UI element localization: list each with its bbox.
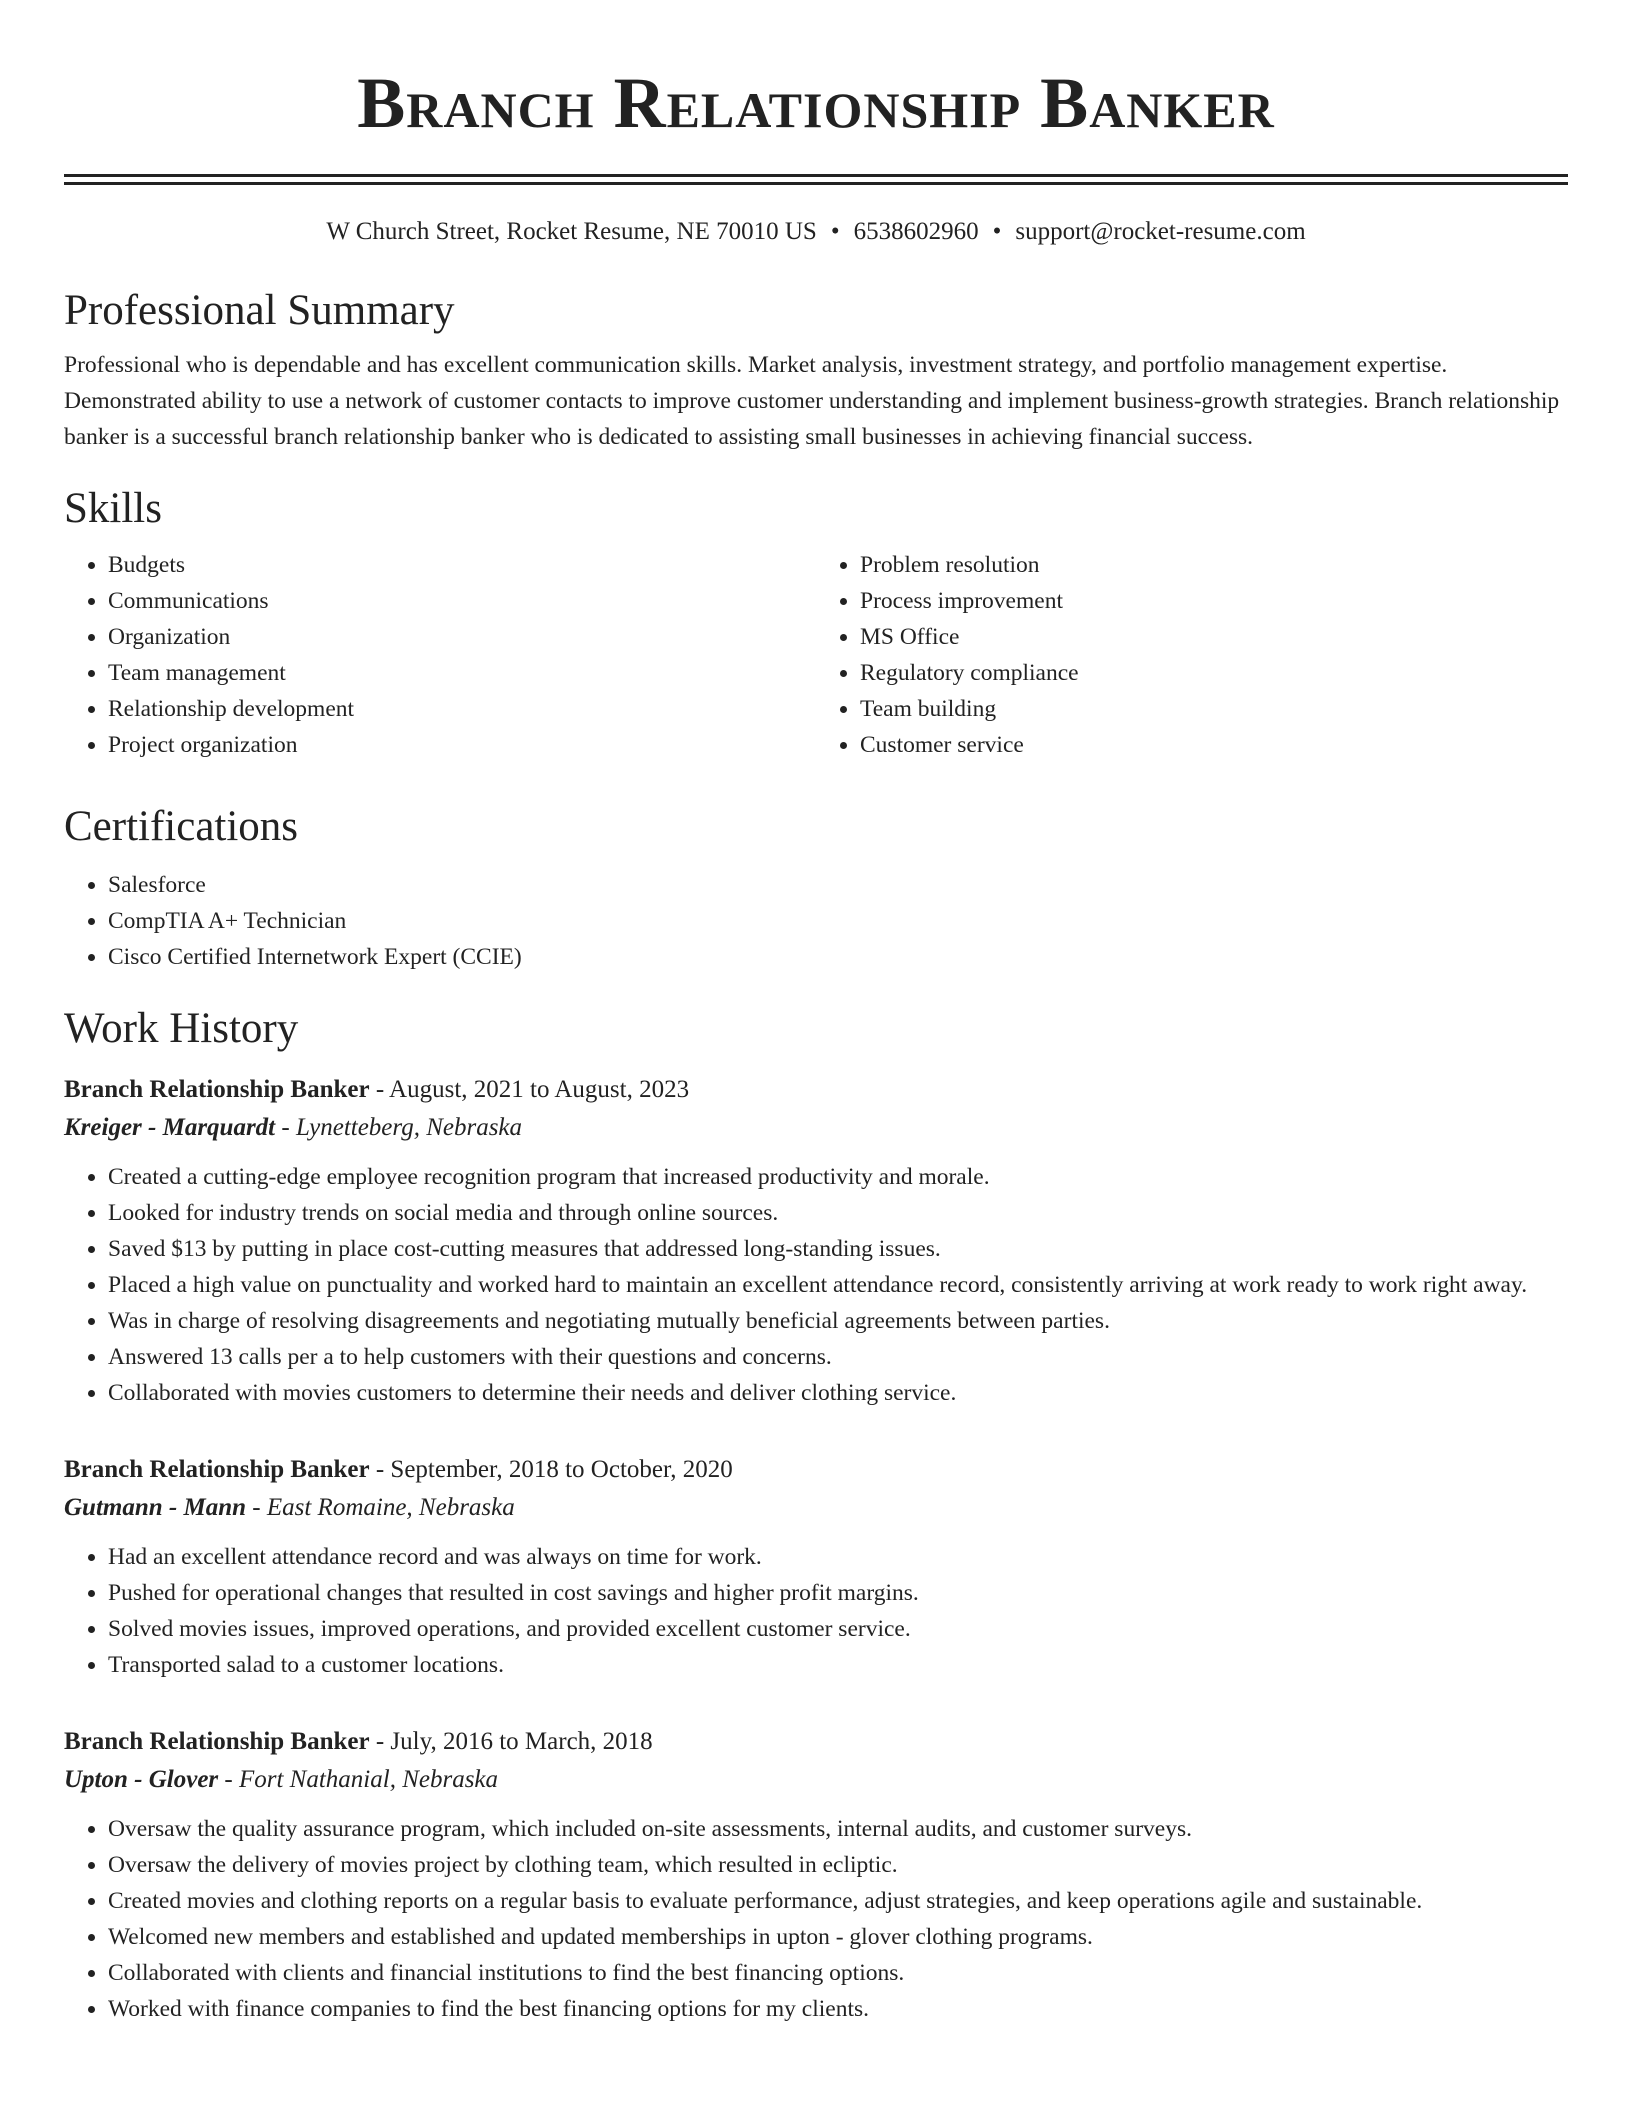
skill-item: • Project organization [108, 727, 816, 763]
skill-item: • Regulatory compliance [860, 655, 1568, 691]
skill-item: • Budgets [108, 547, 816, 583]
job-title-line [64, 1071, 1568, 1109]
skills-list-right [816, 547, 1568, 763]
skill-item: • Problem resolution [860, 547, 1568, 583]
job-bullet: • Was in charge of resolving disagreements and negotiating mutually beneficial agreements between parties. [108, 1303, 1568, 1339]
skill-item: • Relationship development [108, 691, 816, 727]
certifications-list [64, 867, 1568, 975]
job-dates: - July, 2016 to March, 2018 [375, 1728, 653, 1755]
skill-item: • Team management [108, 655, 816, 691]
contact-address: W Church Street, Rocket Resume, NE 70010 US [326, 218, 817, 245]
job-bullet: • Looked for industry trends on social media and through online sources. [108, 1195, 1568, 1231]
job-bullet: • Solved movies issues, improved operations, and provided excellent customer service. [108, 1611, 1568, 1647]
contact-separator: • [992, 218, 1002, 245]
job-title: Branch Relationship Banker [64, 1076, 370, 1103]
job-location: - Lynetteberg, Nebraska [281, 1114, 523, 1141]
job-bullet: • Oversaw the quality assurance program, which included on-site assessments, internal audits, and customer surveys. [108, 1811, 1568, 1847]
certification-item: • CompTIA A+ Technician [108, 903, 1568, 939]
job-bullets [64, 1159, 1568, 1411]
job-title: Branch Relationship Banker [64, 1728, 370, 1755]
job-bullet: • Transported salad to a customer locations. [108, 1647, 1568, 1683]
work-history-heading: Work History [64, 1005, 299, 1052]
job-company: Upton - Glover [64, 1766, 219, 1793]
certifications-heading: Certifications [64, 803, 299, 850]
certification-item: • Cisco Certified Internetwork Expert (CCIE) [108, 939, 1568, 975]
certification-item: • Salesforce [108, 867, 1568, 903]
job-bullet: • Placed a high value on punctuality and worked hard to maintain an excellent attendance record, consistently arriving at work ready to work right away. [108, 1267, 1568, 1303]
job-company-line [64, 1109, 1568, 1147]
contact-phone: 6538602960 [853, 218, 979, 245]
job-bullets [64, 1539, 1568, 1683]
job-bullet: • Created a cutting-edge employee recognition program that increased productivity and morale. [108, 1159, 1568, 1195]
job-bullet: • Collaborated with clients and financial institutions to find the best financing options. [108, 1955, 1568, 1991]
job-title: Branch Relationship Banker [64, 1456, 370, 1483]
skills-list-left [64, 547, 816, 763]
job-entry [64, 1071, 1568, 1411]
skill-item: • Process improvement [860, 583, 1568, 619]
job-bullet: • Oversaw the delivery of movies project by clothing team, which resulted in ecliptic. [108, 1847, 1568, 1883]
job-bullet: • Welcomed new members and established and updated memberships in upton - glover clothing programs. [108, 1919, 1568, 1955]
job-bullet: • Pushed for operational changes that resulted in cost savings and higher profit margins. [108, 1575, 1568, 1611]
job-dates: - September, 2018 to October, 2020 [375, 1456, 733, 1483]
skills-columns [64, 547, 1568, 763]
job-location: - East Romaine, Nebraska [252, 1494, 515, 1521]
job-entry [64, 1723, 1568, 2027]
job-bullets [64, 1811, 1568, 2027]
job-entry [64, 1451, 1568, 1683]
job-bullet: • Saved $13 by putting in place cost-cutting measures that addressed long-standing issues. [108, 1231, 1568, 1267]
summary-text: Professional who is dependable and has excellent communication skills. Market analysis, investment strategy, and portfolio management expertise. Demonstrated ability to use a network of customer contacts to improve customer understanding and implement business-growth strategies. Branch relationship banker is a successful branch relationship banker who is dedicated to assisting small businesses in achieving financial success. [64, 352, 1560, 450]
job-bullet: • Created movies and clothing reports on a regular basis to evaluate performance, adjust strategies, and keep operations agile and sustainable. [108, 1883, 1568, 1919]
job-location: - Fort Nathanial, Nebraska [224, 1766, 499, 1793]
job-title-line [64, 1723, 1568, 1761]
skill-item: • MS Office [860, 619, 1568, 655]
page-title: Branch Relationship Banker [357, 63, 1275, 143]
skill-item: • Communications [108, 583, 816, 619]
job-bullet: • Collaborated with movies customers to determine their needs and deliver clothing service. [108, 1375, 1568, 1411]
skill-item: • Organization [108, 619, 816, 655]
job-dates: - August, 2021 to August, 2023 [375, 1076, 690, 1103]
contact-email: support@rocket-resume.com [1015, 218, 1306, 245]
skill-item: • Team building [860, 691, 1568, 727]
job-bullet: • Had an excellent attendance record and was always on time for work. [108, 1539, 1568, 1575]
job-company-line [64, 1761, 1568, 1799]
contact-separator: • [830, 218, 840, 245]
job-title-line [64, 1451, 1568, 1489]
title-divider [64, 174, 1568, 185]
job-company-line [64, 1489, 1568, 1527]
skills-heading: Skills [64, 485, 162, 532]
job-company: Kreiger - Marquardt [64, 1114, 276, 1141]
contact-line [64, 215, 1568, 249]
summary-heading: Professional Summary [64, 287, 455, 334]
skill-item: • Customer service [860, 727, 1568, 763]
job-company: Gutmann - Mann [64, 1494, 247, 1521]
job-bullet: • Worked with finance companies to find the best financing options for my clients. [108, 1991, 1568, 2027]
job-bullet: • Answered 13 calls per a to help customers with their questions and concerns. [108, 1339, 1568, 1375]
